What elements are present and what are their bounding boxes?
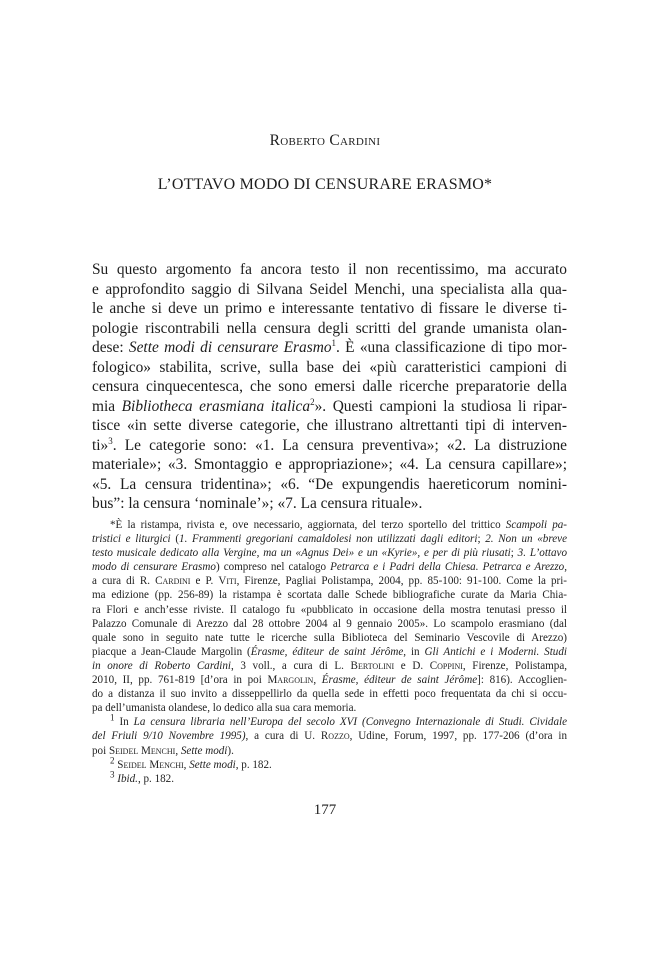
note-ref: 3	[108, 435, 113, 446]
body-line: fologico» stabilita, scrive, sulla base dei «più caratteristici campioni di	[92, 358, 567, 376]
body-line: bus”: la censura ‘nominale’»; «7. La censura rituale».	[92, 495, 423, 512]
body-line: Su questo argomento fa ancora testo il non recentissimo, ma accurato	[92, 261, 567, 278]
footnote-star	[92, 518, 567, 715]
footnote-line: testo musicale dedicato alla Vergine, ma un «Agnus Dei» e un «Kyrie», e per di più riusati; 3. L’ottavo	[92, 547, 567, 560]
footnote-3	[92, 769, 567, 786]
book-title: Bibliotheca erasmiana italica	[121, 397, 311, 415]
body-line: dese: Sette modi di censurare Erasmo$^1$. È «una classificazione di tipo mor-	[92, 337, 567, 356]
footnote-line: poi Seidel Menchi, Sette modi).	[92, 744, 234, 757]
footnote-line: pa dell’umanista olandese, lo dedico alla sua cara memoria.	[92, 702, 357, 715]
footnotes	[92, 518, 567, 786]
footnote-line: Palazzo Comunale di Arezzo dal 28 ottobre 2004 al 9 gennaio 2005». Lo scampolo erasmiano (dal	[92, 617, 567, 630]
body-line: ti»$^3$. Le categorie sono: «1. La censura preventiva»; «2. La distruzione	[92, 435, 567, 454]
footnote-1	[92, 712, 567, 757]
footnote-line: $^1$ In La censura libraria nell’Europa del secolo XVI (Convegno Internazionale di Studi. Cividale	[110, 712, 567, 729]
body-line: «5. La censura tridentina»; «6. “De expungendis haereticorum nomini-	[92, 475, 567, 493]
footnote-line: piacque a Jean-Claude Margolin (Érasme, éditeur de saint Jérôme, in Gli Antichi e i Moderni. Studi	[92, 645, 567, 658]
footnote-line: do a distanza il suo invito a disseppellirlo da quella sede in effetti poco frequentata da chi si occu-	[92, 688, 567, 701]
body-line: mia Bibliotheca erasmiana italica$^2$». Questi campioni la studiosa li ripar-	[92, 396, 568, 415]
footnote-line: *È la ristampa, rivista e, ove necessario, aggiornata, del terzo sportello del trittico Scampoli pa-	[110, 519, 567, 531]
book-title: Sette modi di censurare Erasmo	[128, 339, 332, 356]
body-text	[92, 260, 567, 514]
footnote-2	[92, 754, 567, 772]
footnote-line: ma edizione (pp. 256-89) la ristampa è scortata dalle Schede bibliografiche curate da Maria Chia-	[92, 589, 567, 602]
footnote-line: quale sono in seguito nate tutte le ricerche sulla Biblioteca del Seminario Vescovile di Arezzo)	[92, 631, 567, 644]
footnote-line: tristici e liturgici (1. Frammenti gregoriani camaldolesi non utilizzati dagli editori; 2. Non un «breve	[92, 533, 568, 546]
author-name: Roberto Cardini	[269, 132, 381, 149]
footnote-line: modo di censurare Erasmo) compreso nel catalogo Petrarca e i Padri della Chiesa. Petrarca e Arezzo,	[92, 561, 567, 574]
footnote-line: ra Flori e anch’esse riviste. Il catalogo fu «pubblicato in occasione della mostra tenutasi presso il	[92, 603, 567, 616]
body-line: materiale»; «3. Smontaggio e appropriazione»; «4. La censura capillare»;	[92, 456, 567, 473]
footnote-line: in onore di Roberto Cardini, 3 voll., a cura di L. Bertolini e D. Coppini, Firenze, Polistampa,	[92, 659, 568, 672]
note-ref: 1	[331, 337, 337, 348]
body-line: e approfondito saggio di Silvana Seidel Menchi, una specialista alla qua-	[92, 280, 567, 298]
chapter-title: L’OTTAVO MODO DI CENSURARE ERASMO*	[157, 176, 493, 193]
footnote-line: 2010, II, pp. 761-819 [d’ora in poi Margolin, Érasme, éditeur de saint Jérôme]: 816). Accoglien-	[92, 674, 567, 687]
note-ref: 2	[310, 396, 315, 407]
body-line: pologie riscontrabili nella censura degli scritti del grande umanista olan-	[92, 319, 567, 337]
page-number: 177	[313, 802, 337, 818]
footnote-line: a cura di R. Cardini e P. Viti, Firenze, Pagliai Polistampa, 2004, pp. 85-100: 91-100. Come la pri-	[92, 575, 567, 588]
body-line: tisce «in sette diverse categorie, che illustrano altrettanti tipi di interven-	[92, 417, 567, 434]
footnote-line: $^2$ Seidel Menchi, Sette modi, p. 182.	[110, 754, 272, 771]
body-line: le anche si deve un primo e interessante tentativo di fissare le diverse ti-	[92, 300, 567, 317]
footnote-line: del Friuli 9/10 Novembre 1995), a cura di U. Rozzo, Udine, Forum, 1997, pp. 177-206 (d’ora in	[92, 730, 567, 743]
body-line: censura cinquecentesca, che sono emersi dalle ricerche preparatorie della	[92, 378, 567, 395]
footnote-line: $^3$ Ibid., p. 182.	[110, 769, 174, 785]
